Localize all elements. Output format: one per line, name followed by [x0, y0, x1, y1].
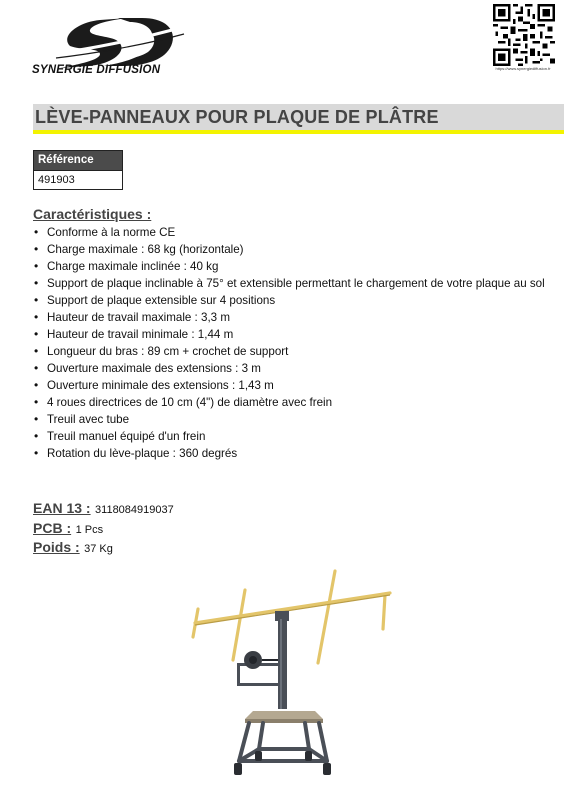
- list-item: • Hauteur de travail maximale : 3,3 m: [33, 309, 563, 326]
- list-item: • 4 roues directrices de 10 cm (4") de diamètre avec frein: [33, 394, 563, 411]
- features-heading: Caractéristiques :: [33, 206, 152, 222]
- list-item: • Charge maximale : 68 kg (horizontale): [33, 241, 563, 258]
- features-list: [33, 224, 563, 462]
- poids-row: [33, 539, 113, 557]
- drywall-lift-image: [185, 565, 395, 783]
- list-item: • Support de plaque inclinable à 75° et extensible permettant le chargement de votre plaque au sol: [33, 275, 563, 292]
- page-title: LÈVE-PANNEAUX POUR PLAQUE DE PLÂTRE: [35, 107, 439, 127]
- list-item: • Charge maximale inclinée : 40 kg: [33, 258, 563, 275]
- title-underline: [33, 130, 564, 134]
- list-item: • Longueur du bras : 89 cm + crochet de support: [33, 343, 563, 360]
- list-item: • Ouverture minimale des extensions : 1,43 m: [33, 377, 563, 394]
- ean-value: 3118084919037: [95, 504, 174, 516]
- pcb-row: [33, 520, 103, 538]
- reference-table: [33, 150, 123, 190]
- list-item: • Treuil avec tube: [33, 411, 563, 428]
- poids-label: Poids :: [33, 539, 80, 555]
- qr-url: https://www.synergiediffusion.fr: [495, 66, 551, 71]
- list-item: • Conforme à la norme CE: [33, 224, 563, 241]
- list-item: • Hauteur de travail minimale : 1,44 m: [33, 326, 563, 343]
- list-item: • Ouverture maximale des extensions : 3 m: [33, 360, 563, 377]
- reference-label: Référence: [34, 151, 122, 171]
- brand-name: SYNERGIE DIFFUSION: [32, 64, 161, 76]
- qr-code-icon: [493, 4, 555, 66]
- list-item: • Treuil manuel équipé d'un frein: [33, 428, 563, 445]
- ean-label: EAN 13 :: [33, 500, 91, 516]
- pcb-label: PCB :: [33, 520, 72, 536]
- poids-value: 37 Kg: [84, 543, 113, 555]
- list-item: • Support de plaque extensible sur 4 positions: [33, 292, 563, 309]
- list-item: • Rotation du lève-plaque : 360 degrés: [33, 445, 563, 462]
- reference-value: 491903: [34, 171, 122, 189]
- ean-row: [33, 500, 174, 518]
- pcb-value: 1 Pcs: [75, 524, 104, 536]
